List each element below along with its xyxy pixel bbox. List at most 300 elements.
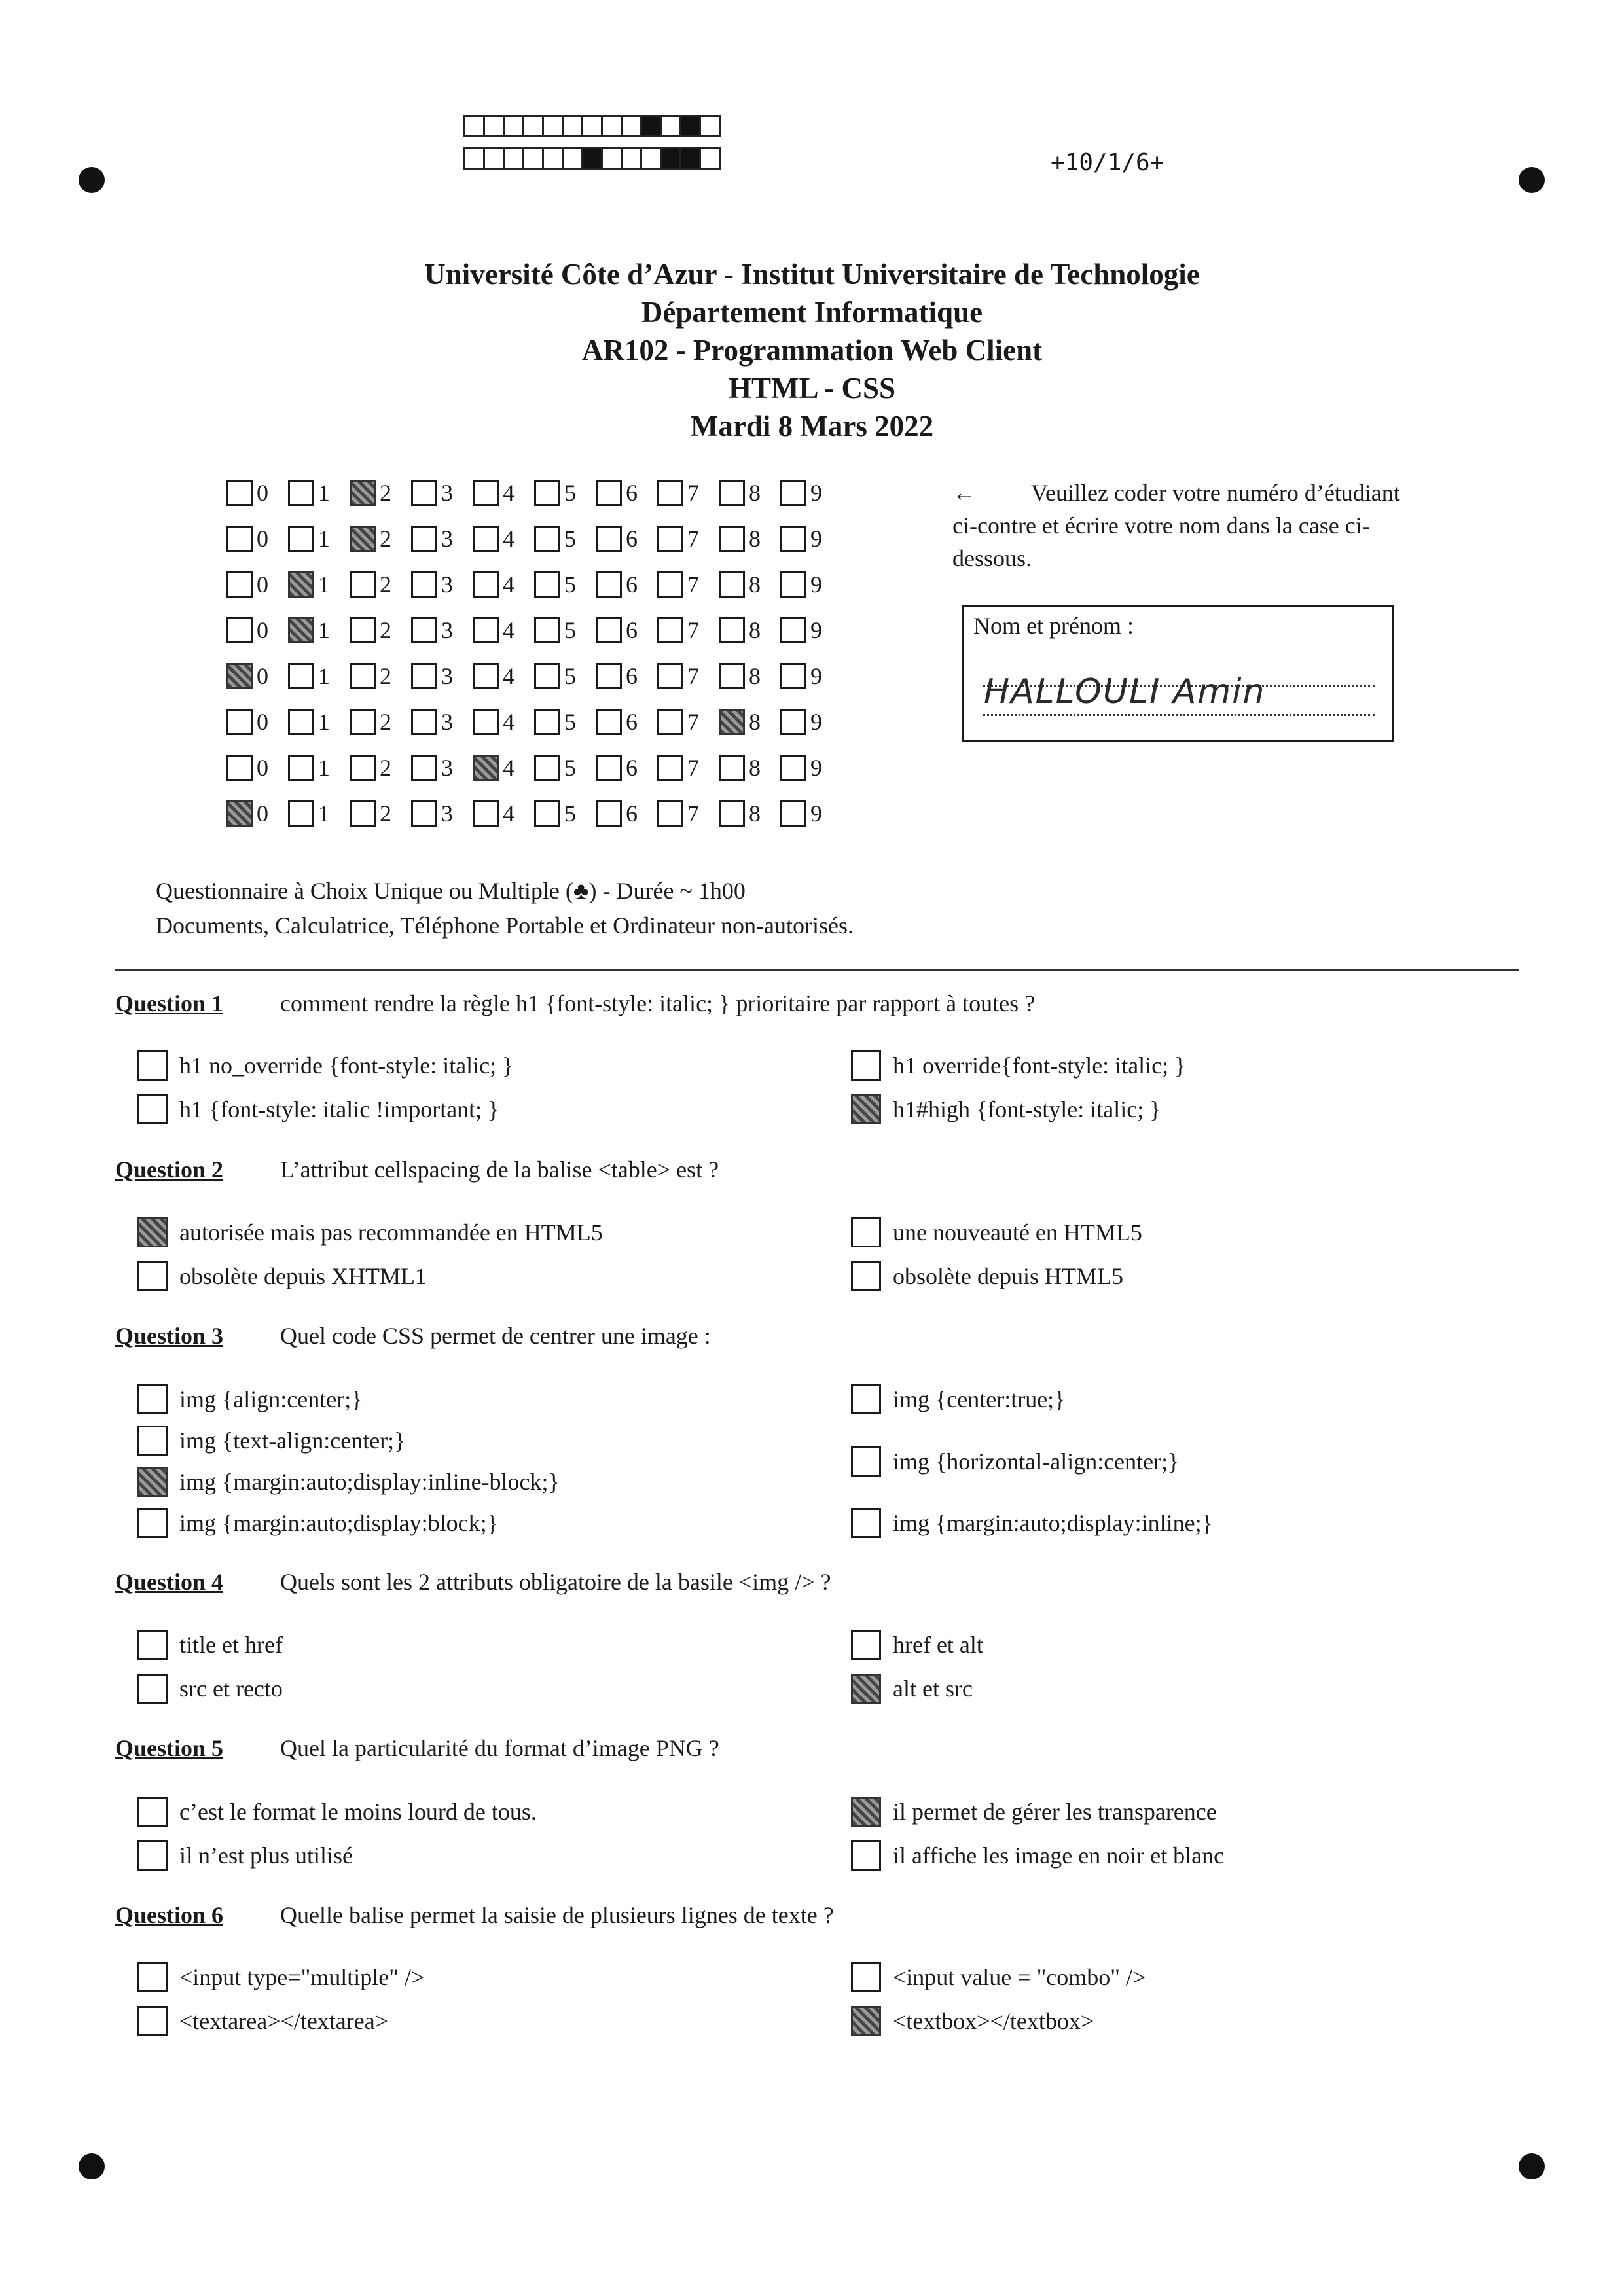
question-3-heading bbox=[115, 1322, 711, 1350]
checkbox[interactable] bbox=[851, 1797, 881, 1827]
checkbox[interactable] bbox=[657, 663, 683, 689]
checkbox[interactable] bbox=[473, 800, 499, 827]
checkbox[interactable] bbox=[137, 1261, 168, 1291]
id-digit-option[interactable] bbox=[719, 662, 780, 690]
checkbox[interactable] bbox=[350, 755, 376, 781]
question-number: Question 3 bbox=[115, 1323, 224, 1349]
checkbox[interactable] bbox=[226, 571, 253, 598]
digit-label: 5 bbox=[564, 800, 576, 827]
id-digit-option[interactable] bbox=[288, 571, 350, 598]
q5-option-c[interactable] bbox=[851, 1797, 1217, 1827]
id-digit-option[interactable] bbox=[411, 479, 473, 507]
q3-option-c[interactable] bbox=[137, 1467, 560, 1497]
digit-label: 2 bbox=[380, 663, 391, 689]
checkbox[interactable] bbox=[350, 709, 376, 735]
q4-option-a[interactable] bbox=[137, 1630, 283, 1660]
checkbox[interactable] bbox=[657, 755, 683, 781]
checkbox[interactable] bbox=[473, 755, 499, 781]
digit-label: 1 bbox=[318, 571, 330, 598]
id-digit-option[interactable] bbox=[288, 617, 350, 644]
id-digit-option[interactable] bbox=[596, 617, 657, 644]
checkbox[interactable] bbox=[288, 617, 314, 643]
id-digit-option[interactable] bbox=[288, 800, 350, 827]
digit-label: 7 bbox=[687, 800, 699, 827]
option-label: img {center:true;} bbox=[893, 1386, 1066, 1412]
registration-mark-top-left bbox=[79, 167, 105, 193]
q6-option-c[interactable] bbox=[851, 1962, 1146, 1992]
id-digit-option[interactable] bbox=[226, 571, 288, 598]
id-digit-option[interactable] bbox=[350, 800, 411, 827]
id-digit-option[interactable] bbox=[411, 662, 473, 690]
checkbox[interactable] bbox=[851, 1217, 881, 1247]
section-divider bbox=[115, 969, 1519, 971]
checkbox[interactable] bbox=[534, 480, 560, 506]
checkbox[interactable] bbox=[411, 617, 437, 643]
checkbox[interactable] bbox=[411, 526, 437, 552]
digit-label: 6 bbox=[626, 571, 638, 598]
checkbox[interactable] bbox=[851, 1384, 881, 1414]
id-digit-option[interactable] bbox=[780, 571, 842, 598]
id-digit-option[interactable] bbox=[719, 754, 780, 781]
digit-label: 8 bbox=[749, 755, 761, 781]
q2-option-a[interactable] bbox=[137, 1217, 603, 1247]
id-digit-option[interactable] bbox=[657, 662, 719, 690]
page-header bbox=[0, 255, 1624, 445]
id-digit-option[interactable] bbox=[226, 662, 288, 690]
digit-label: 1 bbox=[318, 526, 330, 552]
digit-label: 9 bbox=[810, 709, 822, 735]
digit-label: 3 bbox=[441, 617, 453, 643]
option-label: img {horizontal-align:center;} bbox=[893, 1448, 1180, 1475]
checkbox[interactable] bbox=[719, 709, 745, 735]
checkbox[interactable] bbox=[851, 1674, 881, 1704]
checkbox[interactable] bbox=[851, 1508, 881, 1538]
q6-option-d[interactable] bbox=[851, 2006, 1094, 2036]
digit-label: 7 bbox=[687, 755, 699, 781]
checkbox[interactable] bbox=[137, 1050, 168, 1081]
checkbox[interactable] bbox=[719, 617, 745, 643]
digit-label: 5 bbox=[564, 617, 576, 643]
question-1-heading bbox=[115, 990, 1035, 1017]
digit-label: 8 bbox=[749, 571, 761, 598]
id-digit-option[interactable] bbox=[226, 708, 288, 736]
checkbox[interactable] bbox=[473, 526, 499, 552]
id-digit-option[interactable] bbox=[350, 662, 411, 690]
id-digit-option[interactable] bbox=[780, 617, 842, 644]
digit-label: 4 bbox=[503, 526, 514, 552]
q1-option-d[interactable] bbox=[851, 1094, 1161, 1124]
checkbox[interactable] bbox=[657, 709, 683, 735]
checkbox[interactable] bbox=[780, 800, 806, 827]
checkbox[interactable] bbox=[473, 617, 499, 643]
q5-option-d[interactable] bbox=[851, 1840, 1224, 1871]
name-box[interactable] bbox=[962, 605, 1394, 742]
question-4-heading bbox=[115, 1568, 831, 1596]
checkbox[interactable] bbox=[137, 1508, 168, 1538]
checkbox[interactable] bbox=[851, 1840, 881, 1871]
digit-label: 9 bbox=[810, 663, 822, 689]
checkbox[interactable] bbox=[350, 800, 376, 827]
checkbox[interactable] bbox=[137, 1094, 168, 1124]
checkbox[interactable] bbox=[780, 526, 806, 552]
checkbox[interactable] bbox=[596, 755, 622, 781]
id-digit-option[interactable] bbox=[226, 800, 288, 827]
checkbox[interactable] bbox=[473, 480, 499, 506]
id-digit-option[interactable] bbox=[657, 479, 719, 507]
option-label: <textarea></textarea> bbox=[179, 2008, 389, 2034]
checkbox[interactable] bbox=[137, 1630, 168, 1660]
option-label: une nouveauté en HTML5 bbox=[893, 1219, 1142, 1246]
checkbox[interactable] bbox=[780, 755, 806, 781]
checkbox[interactable] bbox=[657, 617, 683, 643]
id-digit-option[interactable] bbox=[780, 708, 842, 736]
checkbox[interactable] bbox=[288, 709, 314, 735]
digit-label: 1 bbox=[318, 800, 330, 827]
checkbox[interactable] bbox=[719, 800, 745, 827]
id-digit-option[interactable] bbox=[719, 708, 780, 736]
digit-label: 1 bbox=[318, 617, 330, 643]
header-university: Université Côte d’Azur - Institut Universitaire de Technologie bbox=[424, 258, 1200, 291]
id-digit-option[interactable] bbox=[350, 479, 411, 507]
q4-option-b[interactable] bbox=[137, 1674, 283, 1704]
option-label: <input value = "combo" /> bbox=[893, 1964, 1146, 1990]
id-digit-option[interactable] bbox=[657, 800, 719, 827]
id-digit-option[interactable] bbox=[226, 754, 288, 781]
checkbox[interactable] bbox=[534, 755, 560, 781]
id-digit-option[interactable] bbox=[657, 708, 719, 736]
id-digit-option[interactable] bbox=[596, 662, 657, 690]
q3-option-d[interactable] bbox=[137, 1508, 498, 1538]
q4-option-d[interactable] bbox=[851, 1674, 973, 1704]
id-digit-option[interactable] bbox=[288, 525, 350, 552]
exam-format-note: Questionnaire à Choix Unique ou Multiple (♣) - Durée ~ 1h00 bbox=[156, 878, 746, 904]
id-digit-option[interactable] bbox=[411, 571, 473, 598]
checkbox[interactable] bbox=[596, 617, 622, 643]
digit-label: 4 bbox=[503, 800, 514, 827]
digit-label: 4 bbox=[503, 755, 514, 781]
checkbox[interactable] bbox=[137, 1797, 168, 1827]
exam-rules-note: Documents, Calculatrice, Téléphone Portable et Ordinateur non-autorisés. bbox=[156, 912, 854, 939]
checkbox[interactable] bbox=[411, 571, 437, 598]
digit-label: 8 bbox=[749, 526, 761, 552]
id-digit-option[interactable] bbox=[534, 662, 596, 690]
id-digit-option[interactable] bbox=[411, 617, 473, 644]
id-grid-row bbox=[226, 562, 842, 607]
question-number: Question 2 bbox=[115, 1157, 224, 1183]
header-date: Mardi 8 Mars 2022 bbox=[690, 410, 934, 442]
id-digit-option[interactable] bbox=[411, 525, 473, 552]
id-digit-option[interactable] bbox=[473, 479, 534, 507]
question-number: Question 6 bbox=[115, 1902, 224, 1928]
id-digit-option[interactable] bbox=[350, 525, 411, 552]
id-digit-option[interactable] bbox=[288, 479, 350, 507]
registration-mark-bottom-right bbox=[1519, 2153, 1545, 2179]
checkbox[interactable] bbox=[534, 526, 560, 552]
q3-option-f[interactable] bbox=[851, 1446, 1179, 1477]
q5-option-a[interactable] bbox=[137, 1797, 537, 1827]
id-digit-option[interactable] bbox=[534, 754, 596, 781]
id-digit-option[interactable] bbox=[534, 571, 596, 598]
checkbox[interactable] bbox=[780, 663, 806, 689]
id-digit-option[interactable] bbox=[719, 800, 780, 827]
checkbox[interactable] bbox=[137, 1217, 168, 1247]
q4-option-c[interactable] bbox=[851, 1630, 983, 1660]
digit-label: 8 bbox=[749, 480, 761, 506]
checkbox[interactable] bbox=[596, 709, 622, 735]
instructions-text: Veuillez coder votre numéro d’étudiant ci-contre et écrire votre nom dans la case ci-dessous. bbox=[952, 480, 1400, 571]
id-digit-option[interactable] bbox=[657, 525, 719, 552]
id-digit-option[interactable] bbox=[226, 617, 288, 644]
digit-label: 7 bbox=[687, 709, 699, 735]
digit-label: 5 bbox=[564, 480, 576, 506]
id-digit-option[interactable] bbox=[350, 617, 411, 644]
id-digit-option[interactable] bbox=[780, 479, 842, 507]
id-digit-option[interactable] bbox=[534, 617, 596, 644]
id-digit-option[interactable] bbox=[534, 525, 596, 552]
id-digit-option[interactable] bbox=[596, 479, 657, 507]
checkbox[interactable] bbox=[851, 1094, 881, 1124]
option-label: title et href bbox=[179, 1632, 283, 1658]
checkbox[interactable] bbox=[596, 800, 622, 827]
id-digit-option[interactable] bbox=[596, 800, 657, 827]
checkbox[interactable] bbox=[288, 800, 314, 827]
id-digit-option[interactable] bbox=[411, 708, 473, 736]
checkbox[interactable] bbox=[851, 2006, 881, 2036]
digit-label: 9 bbox=[810, 526, 822, 552]
checkbox[interactable] bbox=[226, 755, 253, 781]
id-digit-option[interactable] bbox=[350, 708, 411, 736]
checkbox[interactable] bbox=[719, 663, 745, 689]
id-digit-option[interactable] bbox=[411, 754, 473, 781]
id-digit-option[interactable] bbox=[473, 617, 534, 644]
digit-label: 3 bbox=[441, 663, 453, 689]
checkbox[interactable] bbox=[411, 709, 437, 735]
checkbox[interactable] bbox=[473, 709, 499, 735]
id-grid-row bbox=[226, 791, 842, 836]
q3-option-g[interactable] bbox=[851, 1508, 1213, 1538]
id-digit-option[interactable] bbox=[596, 754, 657, 781]
checkbox[interactable] bbox=[534, 617, 560, 643]
checkbox[interactable] bbox=[473, 663, 499, 689]
checkbox[interactable] bbox=[288, 571, 314, 598]
id-digit-option[interactable] bbox=[288, 754, 350, 781]
checkbox[interactable] bbox=[534, 571, 560, 598]
checkbox[interactable] bbox=[851, 1446, 881, 1477]
option-label: img {margin:auto;display:block;} bbox=[179, 1510, 498, 1536]
checkbox[interactable] bbox=[657, 800, 683, 827]
checkbox[interactable] bbox=[226, 709, 253, 735]
checkbox[interactable] bbox=[596, 480, 622, 506]
checkbox[interactable] bbox=[411, 480, 437, 506]
q1-option-c[interactable] bbox=[851, 1050, 1185, 1081]
checkbox[interactable] bbox=[411, 755, 437, 781]
option-label: il n’est plus utilisé bbox=[179, 1842, 353, 1869]
checkbox[interactable] bbox=[137, 2006, 168, 2036]
option-label: h1#high {font-style: italic; } bbox=[893, 1096, 1161, 1122]
id-digit-option[interactable] bbox=[473, 800, 534, 827]
checkbox[interactable] bbox=[657, 480, 683, 506]
checkbox[interactable] bbox=[534, 663, 560, 689]
id-digit-option[interactable] bbox=[657, 617, 719, 644]
digit-label: 0 bbox=[257, 800, 268, 827]
checkbox[interactable] bbox=[288, 755, 314, 781]
checkbox[interactable] bbox=[411, 800, 437, 827]
id-digit-option[interactable] bbox=[780, 525, 842, 552]
option-label: img {margin:auto;display:inline-block;} bbox=[179, 1469, 560, 1495]
digit-label: 2 bbox=[380, 571, 391, 598]
option-label: <textbox></textbox> bbox=[893, 2008, 1094, 2034]
checkbox[interactable] bbox=[350, 617, 376, 643]
digit-label: 1 bbox=[318, 480, 330, 506]
digit-label: 4 bbox=[503, 617, 514, 643]
checkbox[interactable] bbox=[350, 663, 376, 689]
digit-label: 4 bbox=[503, 663, 514, 689]
q2-option-c[interactable] bbox=[851, 1217, 1142, 1247]
checkbox[interactable] bbox=[350, 526, 376, 552]
checkbox[interactable] bbox=[288, 480, 314, 506]
id-digit-option[interactable] bbox=[534, 708, 596, 736]
id-digit-option[interactable] bbox=[719, 479, 780, 507]
q5-option-b[interactable] bbox=[137, 1840, 353, 1871]
id-digit-option[interactable] bbox=[780, 662, 842, 690]
id-digit-option[interactable] bbox=[473, 662, 534, 690]
checkbox[interactable] bbox=[596, 571, 622, 598]
id-digit-option[interactable] bbox=[226, 525, 288, 552]
checkbox[interactable] bbox=[851, 1261, 881, 1291]
q1-option-a[interactable] bbox=[137, 1050, 513, 1081]
id-digit-option[interactable] bbox=[473, 754, 534, 781]
question-5-heading bbox=[115, 1734, 719, 1762]
option-label: img {margin:auto;display:inline;} bbox=[893, 1510, 1213, 1536]
checkbox[interactable] bbox=[851, 1962, 881, 1992]
checkbox[interactable] bbox=[137, 1467, 168, 1497]
checkbox[interactable] bbox=[719, 526, 745, 552]
id-digit-option[interactable] bbox=[534, 800, 596, 827]
digit-label: 3 bbox=[441, 755, 453, 781]
id-digit-option[interactable] bbox=[411, 800, 473, 827]
digit-label: 9 bbox=[810, 571, 822, 598]
handwritten-name: HALLOULI Amin bbox=[984, 672, 1266, 711]
checkbox[interactable] bbox=[719, 755, 745, 781]
checkbox[interactable] bbox=[411, 663, 437, 689]
id-digit-option[interactable] bbox=[350, 754, 411, 781]
digit-label: 7 bbox=[687, 663, 699, 689]
digit-label: 6 bbox=[626, 480, 638, 506]
id-digit-option[interactable] bbox=[719, 525, 780, 552]
q3-option-b[interactable] bbox=[137, 1426, 405, 1456]
checkbox[interactable] bbox=[288, 663, 314, 689]
checkbox[interactable] bbox=[350, 480, 376, 506]
question-text: Quels sont les 2 attributs obligatoire de la basile <img /> ? bbox=[280, 1569, 831, 1595]
id-digit-option[interactable] bbox=[596, 708, 657, 736]
checkbox[interactable] bbox=[657, 571, 683, 598]
checkbox[interactable] bbox=[226, 663, 253, 689]
q2-option-b[interactable] bbox=[137, 1261, 427, 1291]
checkbox[interactable] bbox=[226, 800, 253, 827]
checkbox[interactable] bbox=[350, 571, 376, 598]
id-digit-option[interactable] bbox=[226, 479, 288, 507]
checkbox[interactable] bbox=[534, 800, 560, 827]
id-digit-option[interactable] bbox=[780, 754, 842, 781]
id-digit-option[interactable] bbox=[350, 571, 411, 598]
checkbox[interactable] bbox=[226, 617, 253, 643]
digit-label: 9 bbox=[810, 617, 822, 643]
checkbox[interactable] bbox=[596, 526, 622, 552]
barcode-row-1 bbox=[463, 115, 719, 137]
option-label: alt et src bbox=[893, 1676, 973, 1702]
checkbox[interactable] bbox=[780, 617, 806, 643]
checkbox[interactable] bbox=[137, 1962, 168, 1992]
checkbox[interactable] bbox=[534, 709, 560, 735]
option-label: <input type="multiple" /> bbox=[179, 1964, 425, 1990]
q3-option-e[interactable] bbox=[851, 1384, 1065, 1414]
checkbox[interactable] bbox=[851, 1050, 881, 1081]
checkbox[interactable] bbox=[719, 480, 745, 506]
digit-label: 2 bbox=[380, 526, 391, 552]
option-label: obsolète depuis HTML5 bbox=[893, 1263, 1123, 1289]
q1-option-b[interactable] bbox=[137, 1094, 499, 1124]
option-label: img {text-align:center;} bbox=[179, 1427, 406, 1454]
id-digit-option[interactable] bbox=[288, 708, 350, 736]
id-digit-option[interactable] bbox=[596, 571, 657, 598]
checkbox[interactable] bbox=[137, 1674, 168, 1704]
option-label: autorisée mais pas recommandée en HTML5 bbox=[179, 1219, 603, 1246]
checkbox[interactable] bbox=[473, 571, 499, 598]
checkbox[interactable] bbox=[596, 663, 622, 689]
question-text: comment rendre la règle h1 {font-style: italic; } prioritaire par rapport à toutes ? bbox=[280, 990, 1036, 1016]
q6-option-a[interactable] bbox=[137, 1962, 424, 1992]
digit-label: 2 bbox=[380, 617, 391, 643]
checkbox[interactable] bbox=[780, 571, 806, 598]
checkbox[interactable] bbox=[288, 526, 314, 552]
id-digit-option[interactable] bbox=[473, 525, 534, 552]
student-id-grid bbox=[226, 470, 842, 836]
digit-label: 6 bbox=[626, 755, 638, 781]
checkbox[interactable] bbox=[137, 1426, 168, 1456]
digit-label: 1 bbox=[318, 709, 330, 735]
id-digit-option[interactable] bbox=[780, 800, 842, 827]
id-digit-option[interactable] bbox=[534, 479, 596, 507]
id-digit-option[interactable] bbox=[473, 571, 534, 598]
id-digit-option[interactable] bbox=[596, 525, 657, 552]
id-digit-option[interactable] bbox=[657, 571, 719, 598]
checkbox[interactable] bbox=[657, 526, 683, 552]
q6-option-b[interactable] bbox=[137, 2006, 388, 2036]
registration-mark-top-right bbox=[1519, 167, 1545, 193]
q2-option-d[interactable] bbox=[851, 1261, 1123, 1291]
id-digit-option[interactable] bbox=[657, 754, 719, 781]
id-digit-option[interactable] bbox=[288, 662, 350, 690]
checkbox[interactable] bbox=[226, 526, 253, 552]
digit-label: 2 bbox=[380, 709, 391, 735]
barcode-row-2 bbox=[463, 147, 719, 170]
digit-label: 2 bbox=[380, 755, 391, 781]
checkbox[interactable] bbox=[780, 480, 806, 506]
q3-option-a[interactable] bbox=[137, 1384, 362, 1414]
checkbox[interactable] bbox=[719, 571, 745, 598]
checkbox[interactable] bbox=[780, 709, 806, 735]
checkbox[interactable] bbox=[226, 480, 253, 506]
id-digit-option[interactable] bbox=[719, 571, 780, 598]
checkbox[interactable] bbox=[851, 1630, 881, 1660]
header-department: Département Informatique bbox=[641, 296, 983, 329]
checkbox[interactable] bbox=[137, 1840, 168, 1871]
id-grid-row bbox=[226, 745, 842, 791]
id-digit-option[interactable] bbox=[473, 708, 534, 736]
question-number: Question 4 bbox=[115, 1569, 224, 1595]
checkbox[interactable] bbox=[137, 1384, 168, 1414]
id-digit-option[interactable] bbox=[719, 617, 780, 644]
